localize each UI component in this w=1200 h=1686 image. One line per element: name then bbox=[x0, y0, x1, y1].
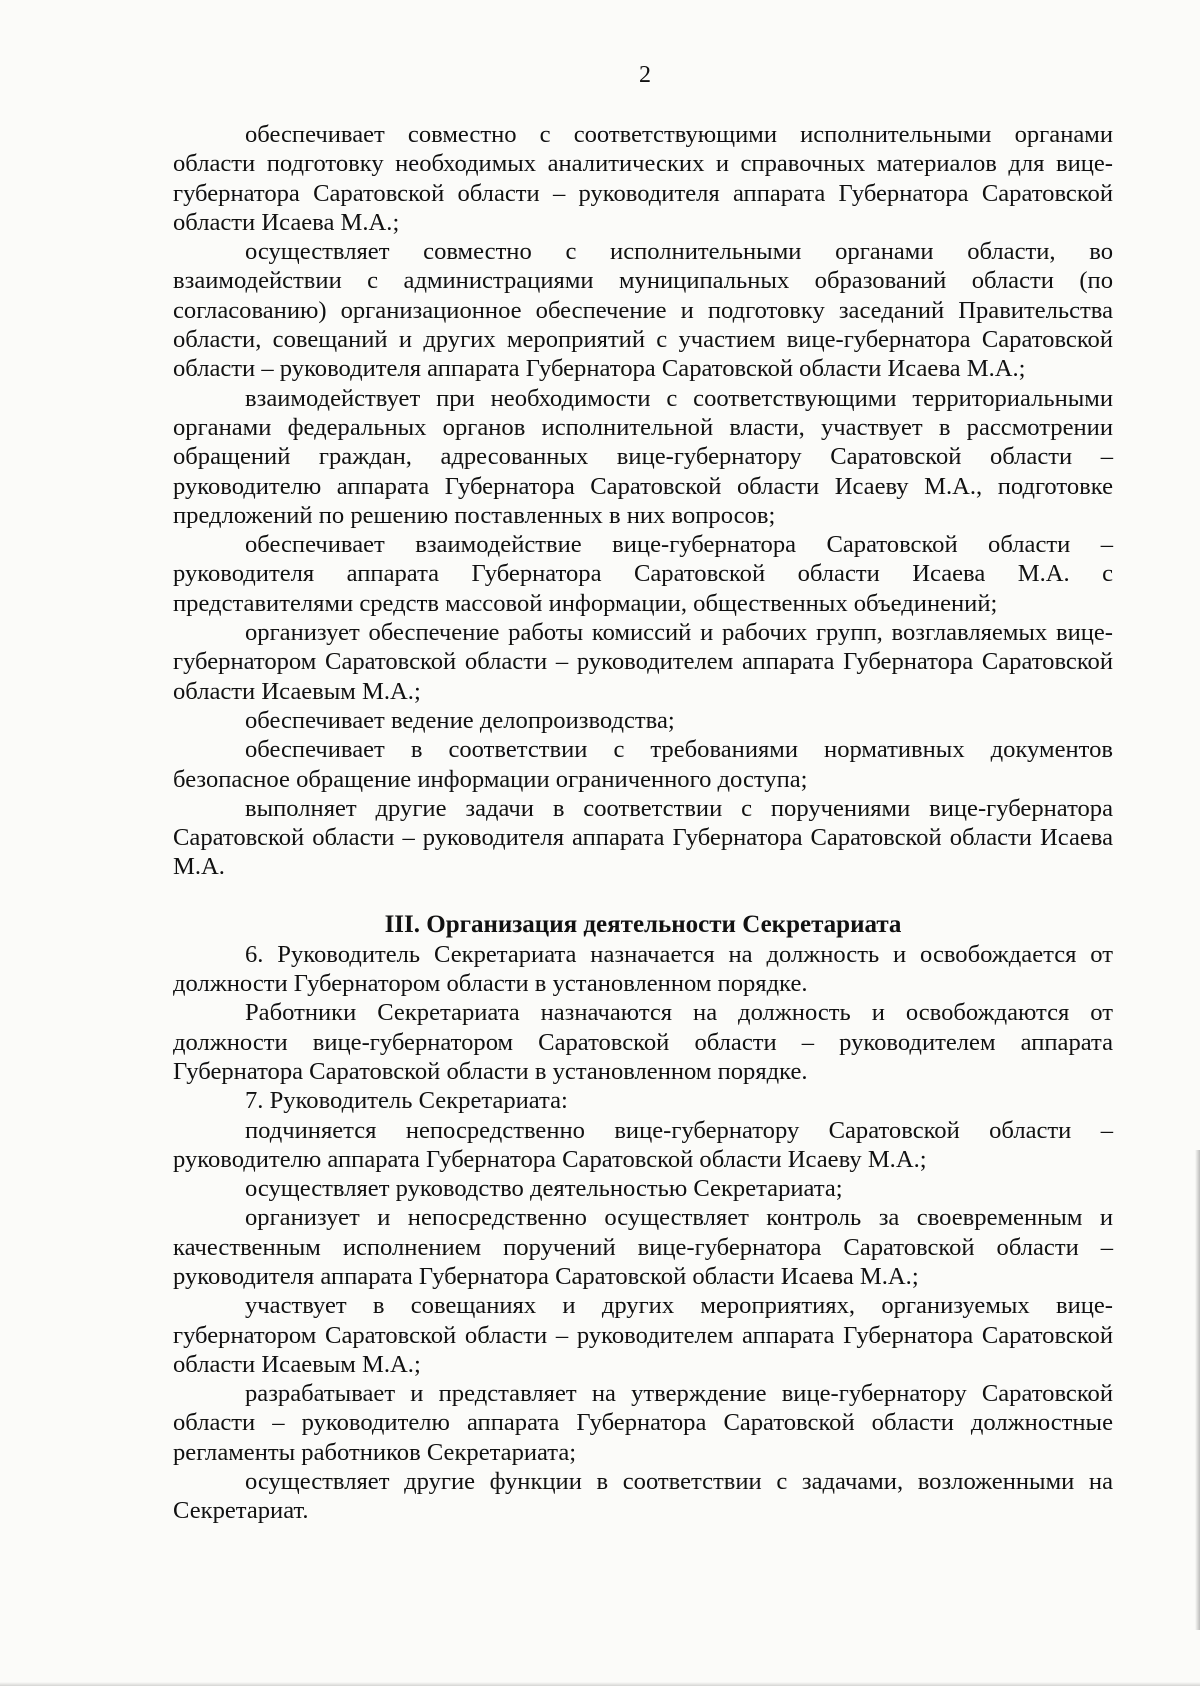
paragraph: подчиняется непосредственно вице-губернатору Саратовской области – руководителю аппарата Губернатора Саратовской области Исаеву М.А.; bbox=[173, 1116, 1113, 1173]
paragraph: осуществляет руководство деятельностью Секретариата; bbox=[245, 1175, 843, 1203]
section-heading: III. Организация деятельности Секретариата bbox=[384, 910, 902, 938]
paragraph: организует и непосредственно осуществляет контроль за своевременным и качественным исполнением поручений вице-губернатора Саратовской области – руководителя аппарата Губернатора Саратовской области Исаева М.А.; bbox=[173, 1204, 1113, 1290]
scan-bottom-shadow bbox=[0, 1682, 1200, 1686]
paragraph: осуществляет другие функции в соответствии с задачами, возложенными на Секретариат. bbox=[173, 1468, 1113, 1525]
scan-edge-shadow bbox=[1195, 1150, 1200, 1630]
paragraph: Работники Секретариата назначаются на должность и освобождаются от должности вице-губернатором Саратовской области – руководителем аппарата Губернатора Саратовской области в установленном порядке. bbox=[173, 999, 1113, 1085]
paragraph: обеспечивает ведение делопроизводства; bbox=[245, 706, 675, 734]
paragraph: выполняет другие задачи в соответствии с поручениями вице-губернатора Саратовской области – руководителя аппарата Губернатора Саратовской области Исаева М.А. bbox=[173, 794, 1113, 881]
paragraph: обеспечивает в соответствии с требованиями нормативных документов безопасное обращение информации ограниченного доступа; bbox=[173, 736, 1113, 793]
paragraph: 6. Руководитель Секретариата назначается на должность и освобождается от должности Губернатором области в установленном порядке. bbox=[173, 940, 1113, 998]
paragraph: организует обеспечение работы комиссий и рабочих групп, возглавляемых вице-губернатором Саратовской области – руководителем аппарата Губернатора Саратовской области Исаевым М.А.; bbox=[173, 619, 1113, 705]
paragraph: разрабатывает и представляет на утверждение вице-губернатору Саратовской области – руководителю аппарата Губернатора Саратовской области должностные регламенты работников Секретариата; bbox=[173, 1380, 1113, 1466]
paragraph: 7. Руководитель Секретариата: bbox=[245, 1087, 568, 1115]
page-number: 2 bbox=[639, 62, 651, 88]
paragraph: участвует в совещаниях и других мероприятиях, организуемых вице-губернатором Саратовской области – руководителем аппарата Губернатора Саратовской области Исаевым М.А.; bbox=[173, 1292, 1113, 1378]
paragraph: взаимодействует при необходимости с соответствующими территориальными органами федеральных органов исполнительной власти, участвует в рассмотрении обращений граждан, адресованных вице-губернатору Саратовской области – руководителю аппарата Губернатора Саратовской области Исаеву М.А., подготовке предложений по решению поставленных в них вопросов; bbox=[173, 384, 1113, 529]
paragraph: обеспечивает совместно с соответствующими исполнительными органами области подготовку необходимых аналитических и справочных материалов для вице-губернатора Саратовской области – руководителя аппарата Губернатора Саратовской области Исаева М.А.; bbox=[173, 121, 1113, 236]
document-body bbox=[173, 120, 1113, 1526]
paragraph: осуществляет совместно с исполнительными органами области, во взаимодействии с администрациями муниципальных образований области (по согласованию) организационное обеспечение и подготовку заседаний Правительства области, совещаний и других мероприятий с участием вице-губернатора Саратовской области – руководителя аппарата Губернатора Саратовской области Исаева М.А.; bbox=[173, 238, 1113, 383]
paragraph: обеспечивает взаимодействие вице-губернатора Саратовской области – руководителя аппарата Губернатора Саратовской области Исаева М.А. с представителями средств массовой информации, общественных объединений; bbox=[173, 531, 1113, 617]
